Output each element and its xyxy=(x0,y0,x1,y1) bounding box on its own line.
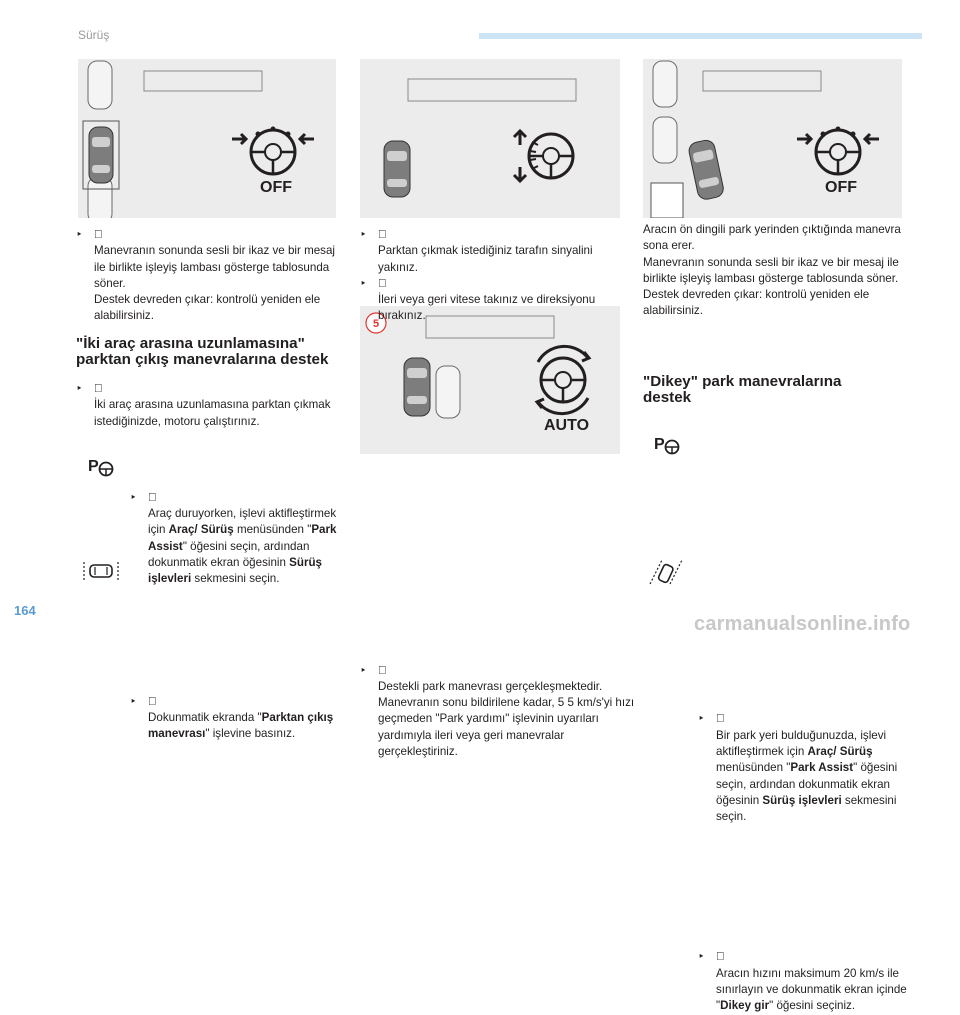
bullet-maneuver-end: ‣ Manevranın sonunda sesli bir ikaz ve bir mesaj ile birlikte işleyiş lambası gösterge tablosunda söner. Destek devreden çıkar: kontrolü yeniden ele alabilirsiniz. xyxy=(76,227,338,325)
paragraph-line: Manevranın sonunda sesli bir ikaz ve bir mesaj ile birlikte işleyiş lambası gösterge tablosunda söner. xyxy=(643,255,899,285)
car-icon xyxy=(89,127,113,183)
bullet-text: İleri veya geri vitese takınız ve direksiyonu bırakınız. xyxy=(378,293,596,323)
column-left xyxy=(76,227,338,325)
watermark: carmanualsonline.info xyxy=(694,613,911,635)
step-activate-function: ‣ Araç duruyorken, işlevi aktifleştirmek için Araç/ Sürüş menüsünden "Park Assist" öğesini seçin, ardından dokunmatik ekran öğesinin Sürüş işlevleri sekmesini seçin. xyxy=(130,491,337,586)
figure-exit-parallel-auto xyxy=(360,306,620,454)
car-icon xyxy=(687,139,724,201)
svg-text:P: P xyxy=(88,458,99,475)
bullet-start-engine: ‣ İki araç arasına uzunlamasına parktan çıkmak istediğinizde, motoru çalıştırınız. xyxy=(76,381,352,430)
bullet-text: Parktan çıkmak istediğiniz tarafın sinyalini yakınız. xyxy=(378,244,593,274)
svg-text:P: P xyxy=(654,436,665,453)
paragraph-line: Aracın ön dingili park yerinden çıktığında manevra sona erer. xyxy=(643,223,901,253)
car-icon xyxy=(384,141,410,197)
step-press-button: ‣ Dokunmatik ekranda "Parktan çıkış manevrası" işlevine basınız. xyxy=(130,695,334,741)
page-number: 164 xyxy=(14,603,36,618)
step-activate-function: ‣ Bir park yeri bulduğunuzda, işlevi aktifleştirmek için Araç/ Sürüş menüsünden "Park Assist" öğesini seçin, ardından dokunmatik ekran öğesinin Sürüş işlevleri sekmesini seçin. xyxy=(698,713,898,824)
bullet-text: Destek devreden çıkar: kontrolü yeniden ele alabilirsiniz. xyxy=(94,293,321,323)
off-label: OFF xyxy=(825,179,857,196)
section-heading-perpendicular: "Dikey" park manevralarına destek xyxy=(643,373,842,406)
figure-exit-perpendicular-end xyxy=(643,59,902,218)
parking-exit-icon xyxy=(82,558,120,584)
perpendicular-park-icon xyxy=(648,556,684,586)
header-bar xyxy=(479,33,922,39)
off-label: OFF xyxy=(260,179,292,196)
step-number: 5 xyxy=(372,318,380,330)
steering-wheel-icon xyxy=(816,127,860,175)
park-assist-icon xyxy=(88,455,116,477)
bullet-gear: ‣ İleri veya geri vitese takınız ve direksiyonu bırakınız. xyxy=(360,276,622,325)
paragraph-line: Destek devreden çıkar: kontrolü yeniden ele alabilirsiniz. xyxy=(643,288,870,318)
step-limit-speed: ‣ Aracın hızını maksimum 20 km/s ile sınırlayın ve dokunmatik ekran içinde "Dikey gir" öğesini seçiniz. xyxy=(698,951,907,1013)
column-right xyxy=(643,222,905,320)
section-heading-parallel-exit: "İki araç arasına uzunlamasına" parktan çıkış manevralarına destek xyxy=(76,335,329,368)
bullet-text: İki araç arasına uzunlamasına parktan çıkmak istediğinizde, motoru çalıştırınız. xyxy=(94,398,331,428)
park-assist-icon xyxy=(654,433,682,455)
auto-label: AUTO xyxy=(544,417,590,434)
figure-exit-parallel-end xyxy=(78,59,336,218)
steering-wheel-icon xyxy=(537,346,589,413)
car-icon xyxy=(404,358,430,416)
bullet-text: Destekli park manevrası gerçekleşmektedir. Manevranın sonu bildirilene kadar, 5 5 km/s'yi hızı geçmeden "Park yardımı" işlevinin uyarıları yardımıyla ileri veya geri manevralar gerçekleştiriniz. xyxy=(378,679,635,759)
bullet-signal: ‣ Parktan çıkmak istediğiniz tarafın sinyalini yakınız. xyxy=(360,227,622,276)
steering-wheel-icon xyxy=(251,127,295,175)
section-title: Sürüş xyxy=(78,28,110,42)
figure-exit-parallel-signal xyxy=(360,59,620,218)
column-middle xyxy=(360,227,622,325)
bullet-assisted-maneuver: ‣ Destekli park manevrası gerçekleşmektedir. Manevranın sonu bildirilene kadar, 5 5 km/s'yi hızı geçmeden "Park yardımı" işlevinin uyarıları yardımıyla ileri veya geri manevralar gerçekleştiriniz. xyxy=(360,663,640,761)
bullet-text: Manevranın sonunda sesli bir ikaz ve bir mesaj ile birlikte işleyiş lambası gösterge tablosunda söner. xyxy=(94,244,336,290)
steering-wheel-icon xyxy=(529,134,573,178)
